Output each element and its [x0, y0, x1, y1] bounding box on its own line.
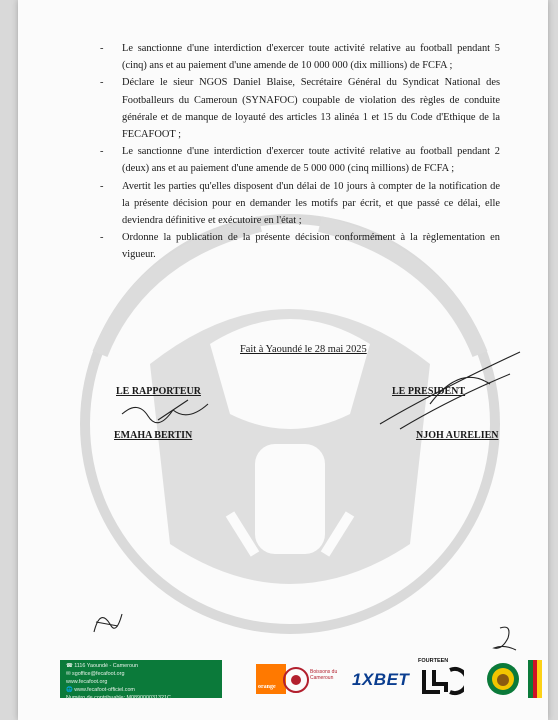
rapporteur-name: EMAHA BERTIN — [114, 430, 193, 441]
document-page — [18, 0, 548, 720]
fecafoot-crest-logo — [486, 662, 520, 696]
contact-line: www.fecafoot.org — [66, 679, 108, 685]
contact-line: 🌐 www.fecafoot-officiel.com — [66, 687, 135, 693]
initials-mark-left — [88, 604, 128, 640]
fourteen-logo-label: FOURTEEN — [418, 658, 449, 664]
contact-block — [60, 660, 222, 701]
rapporteur-signature — [118, 392, 228, 432]
bullet-item: - Ordonne la publication de la présente décision conformément à la règlementation en vigueur. — [100, 232, 500, 261]
bullet-item: - Le sanctionne d'une interdiction d'exercer toute activité relative au football pendant 5 (cinq) ans et au paiement d'une amende de 10 000 000 (dix millions) de FCFA ; — [100, 43, 500, 72]
boissons-logo-label: Boissons du Cameroun — [310, 669, 338, 681]
bullet-item: - Déclare le sieur NGOS Daniel Blaise, Secrétaire Général du Syndicat National des Footballeurs du Cameroun (SYNAFOC) coupable de violation des règles de conduite générale et de manque de loyauté des articles 13 alinéa 1 et 15 du Code d'Ethique de la FECAFOOT ; — [100, 77, 500, 141]
president-signature — [370, 344, 530, 434]
contact-line: Numéro de contribuable: M089000031321C — [66, 695, 171, 701]
decision-bullet-list — [100, 40, 500, 264]
cameroon-flag-stripe — [528, 660, 542, 698]
fourteen-logo — [420, 666, 464, 696]
sponsor-footer — [60, 658, 520, 701]
1xbet-logo: 1XBET — [352, 670, 410, 689]
orange-logo-label: orange — [258, 684, 276, 690]
place-date-line: Fait à Yaoundé le 28 mai 2025 — [240, 344, 367, 355]
bullet-item: - Le sanctionne d'une interdiction d'exercer toute activité relative au football pendant 2 (deux) ans et au paiement d'une amende de 5 000 000 (cinq millions) de FCFA ; — [100, 146, 500, 175]
bullet-item: - Avertit les parties qu'elles disposent d'un délai de 10 jours à compter de la notification de la présente décision pour en demander les motifs par écrit, et que passé ce délai, elle deviendra définitive et exécutoire en l'état ; — [100, 180, 500, 227]
contact-line: ✉ sgoffice@fecafoot.org — [66, 671, 125, 677]
president-name: NJOH AURELIEN — [416, 430, 499, 441]
president-title: LE PRESIDENT — [392, 386, 466, 397]
contact-line: ☎ 1116 Yaoundé - Cameroun — [66, 663, 138, 669]
initials-mark-right — [490, 622, 520, 654]
rapporteur-title: LE RAPPORTEUR — [116, 386, 201, 397]
